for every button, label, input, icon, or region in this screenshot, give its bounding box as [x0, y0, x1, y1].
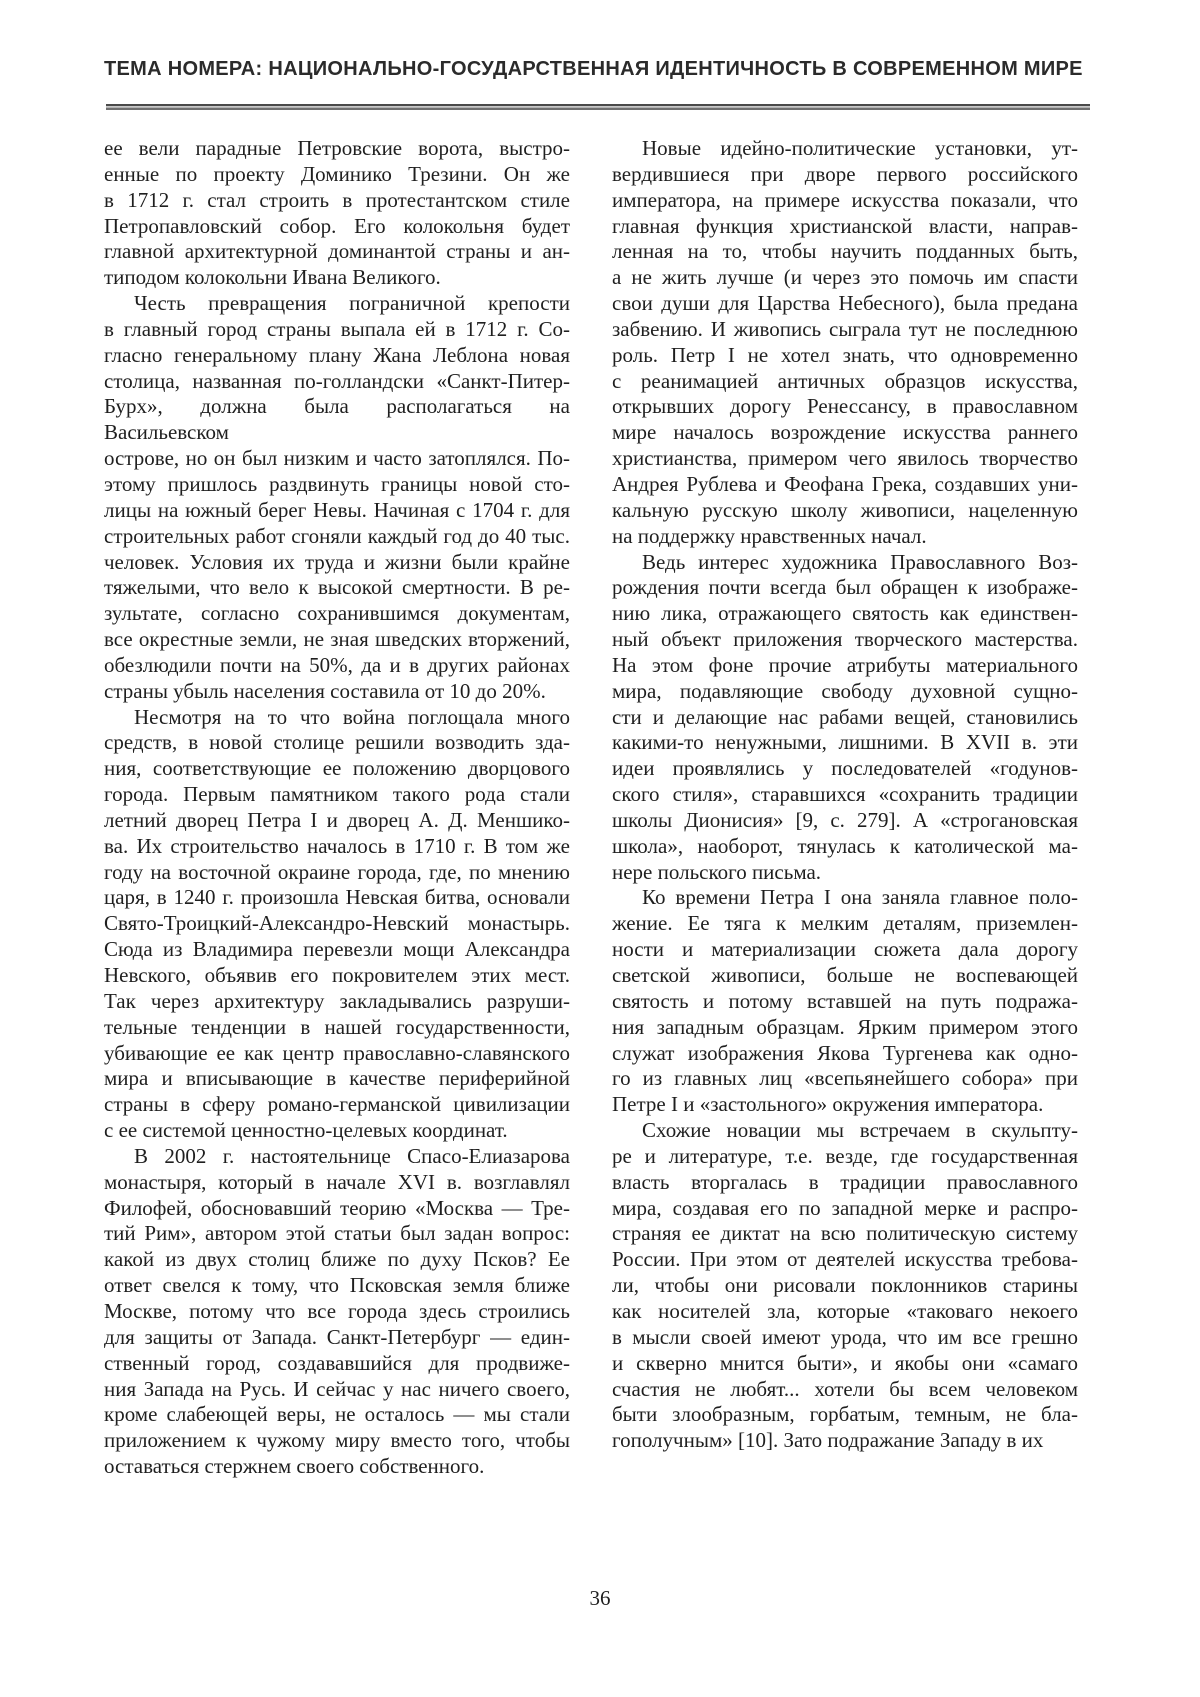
text-line: города. Первым памятником такого рода стали [104, 782, 570, 807]
text-line: зультате, согласно сохранившимся документам, [104, 601, 570, 626]
text-line: Филофей, обосновавший теорию «Москва — Тре- [104, 1195, 570, 1220]
text-line: Москве, потому что все города здесь строились [104, 1298, 570, 1323]
text-line: с реанимацией античных образцов искусства, [612, 368, 1078, 393]
paragraph [104, 705, 570, 1144]
text-line: Ко времени Петра I она заняла главное поло- [642, 885, 1078, 910]
paragraph [612, 136, 1078, 550]
text-line: открывших дорогу Ренессансу, в православном [612, 394, 1078, 419]
text-line: страны в сферу романо-германской цивилизации [104, 1092, 570, 1117]
text-line: Новые идейно-политические установки, ут- [642, 136, 1078, 160]
text-line: на поддержку нравственных начал. [612, 523, 927, 548]
text-line: обезлюдили почти на 50%, да и в других районах [104, 652, 570, 677]
text-line: России. При этом от деятелей искусства требова- [612, 1247, 1078, 1272]
text-line: школы Дионисия» [9, с. 279]. А «строгановская [612, 807, 1078, 832]
text-line: Невского, объявив его покровителем этих мест. [104, 963, 570, 987]
text-line: главной архитектурной доминантой страны и ан- [104, 239, 570, 264]
text-line: ли, чтобы они рисовали поклонников старины [612, 1273, 1078, 1298]
text-line: Свято-Троицкий-Александро-Невский монастырь. [104, 911, 570, 936]
text-line: жение. Ее тяга к мелким деталям, приземлен- [612, 911, 1078, 936]
text-line: ности и материализации сюжета дала дорогу [612, 937, 1078, 962]
text-line: тельные тенденции в нашей государственности, [104, 1014, 570, 1039]
text-line: какими-то ненужными, лишними. В XVII в. эти [612, 730, 1078, 755]
text-line: средств, в новой столице решили возводить зда- [104, 730, 570, 755]
running-head-title: ТЕМА НОМЕРА: НАЦИОНАЛЬНО-ГОСУДАРСТВЕННАЯ ИДЕНТИЧНОСТЬ В СОВРЕМЕННОМ МИРЕ [104, 58, 1083, 80]
text-line: человек. Условия их труда и жизни были крайне [104, 549, 570, 574]
text-line: вердившиеся при дворе первого российского [612, 161, 1078, 186]
text-line: тяжелыми, что вело к высокой смертности. В ре- [104, 575, 570, 600]
text-line: Петропавловский собор. Его колокольня будет [104, 213, 570, 238]
text-line: в мысли своей имеют урода, что им все грешно [612, 1324, 1078, 1349]
text-line: быти злообразным, горбатым, темным, не бла- [612, 1402, 1078, 1427]
paragraph [104, 291, 570, 705]
text-line: святость и потому вставшей на путь подража- [612, 988, 1078, 1013]
text-line: ния Запада на Русь. И сейчас у нас ничего своего, [104, 1376, 570, 1401]
text-line: ее вели парадные Петровские ворота, выстро- [104, 136, 570, 160]
text-line: Несмотря на то что война поглощала много [134, 704, 570, 729]
text-line: Так через архитектуру закладывались разруши- [104, 988, 570, 1013]
text-line: и скверно мнится быти», и якобы они «самаго [612, 1350, 1078, 1375]
paragraph [612, 550, 1078, 886]
text-line: главная функция христианской власти, направ- [612, 213, 1078, 238]
text-line: приложением к чужому миру вместо того, чтобы [104, 1428, 570, 1453]
text-line: христианства, примером чего явилось творчество [612, 446, 1078, 471]
text-line: гополучным» [10]. Зато подражание Западу в их [612, 1428, 1044, 1453]
left-text-column [104, 136, 570, 1480]
text-line: все окрестные земли, не зная шведских вторжений, [104, 627, 570, 652]
text-line: ный объект приложения творческого мастерства. [612, 627, 1078, 652]
text-line: императора, на примере искусства показали, что [612, 187, 1078, 212]
text-line: На этом фоне прочие атрибуты материального [612, 652, 1078, 677]
text-line: забвению. И живопись сыграла тут не последнюю [612, 316, 1078, 341]
text-line: ва. Их строительство началось в 1710 г. В том же [104, 833, 570, 858]
text-line: какой из двух столиц ближе по духу Псков? Ее [104, 1247, 570, 1272]
text-line: а не жить лучше (и через это помочь им спасти [612, 265, 1078, 290]
text-line: ленная на то, чтобы научить подданных быть, [612, 239, 1078, 264]
text-line: Схожие новации мы встречаем в скульпту- [642, 1118, 1078, 1143]
text-line: сти и делающие нас рабами вещей, становились [612, 704, 1078, 729]
text-line: Ведь интерес художника Православного Воз- [642, 549, 1078, 574]
text-line: в главный город страны выпала ей в 1712 г. Со- [104, 316, 570, 341]
text-line: монастыря, который в начале XVI в. возглавлял [104, 1169, 570, 1194]
text-line: царя, в 1240 г. произошла Невская битва, основали [104, 885, 570, 910]
text-line: свои души для Царства Небесного), была предана [612, 291, 1078, 316]
text-line: строительных работ сгоняли каждый год до 40 тыс. [104, 523, 570, 548]
text-line: кроме слабеющей веры, не осталось — мы стали [104, 1402, 570, 1427]
paragraph [612, 1118, 1078, 1454]
header-divider-rule [106, 104, 1090, 110]
text-line: нере польского письма. [612, 859, 822, 884]
text-line: В 2002 г. настоятельнице Спасо-Елиазарова [134, 1143, 570, 1168]
text-line: в 1712 г. стал строить в протестантском стиле [104, 187, 570, 212]
page-number: 36 [589, 1586, 611, 1610]
right-text-column [612, 136, 1078, 1480]
text-line: Андрея Рублева и Феофана Грека, создавших уни- [612, 471, 1078, 496]
two-column-text-block [104, 136, 1078, 1480]
text-line: столица, названная по-голландски «Санкт-Питер- [104, 368, 570, 393]
text-line: острове, но он был низким и часто затоплялся. По- [104, 446, 570, 471]
text-line: идеи проявлялись у последователей «годунов- [612, 756, 1078, 781]
text-line: мира, создавая его по западной мерке и распро- [612, 1195, 1078, 1220]
text-line: оставаться стержнем своего собственного. [104, 1454, 485, 1479]
text-line: светской живописи, больше не воспевающей [612, 963, 1078, 987]
text-line: счастия не любят... хотели бы всем человеком [612, 1376, 1078, 1401]
text-line: служат изображения Якова Тургенева как одно- [612, 1040, 1078, 1065]
text-line: рождения почти всегда был обращен к изображе- [612, 575, 1078, 600]
text-line: ре и литературе, т.е. везде, где государственная [612, 1143, 1078, 1168]
paragraph [104, 1144, 570, 1480]
text-line: роль. Петр I не хотел знать, что одновременно [612, 342, 1078, 367]
text-line: власть вторгалась в традиции православного [612, 1169, 1078, 1194]
text-line: этому пришлось раздвинуть границы новой сто- [104, 471, 570, 496]
text-line: Честь превращения пограничной крепости [134, 291, 570, 316]
text-line: кальную русскую школу живописи, нацеленную [612, 497, 1078, 522]
text-line: ответ свелся к тому, что Псковская земля ближе [104, 1273, 570, 1298]
text-line: мире началось возрождение искусства раннего [612, 420, 1078, 445]
text-line: го из главных лиц «всепьянейшего собора» при [612, 1066, 1078, 1091]
text-line: школа», наоборот, тянулась к католической ма- [612, 833, 1078, 858]
text-line: тий Рим», автором этой статьи был задан вопрос: [104, 1221, 570, 1246]
text-line: мира и вписывающие в качестве периферийной [104, 1066, 570, 1091]
paragraph [104, 136, 570, 291]
text-line: ния, соответствующие ее положению дворцового [104, 756, 570, 781]
text-line: страны убыль населения составила от 10 до 20%. [104, 678, 546, 703]
text-line: енные по проекту Доминико Трезини. Он же [104, 161, 570, 186]
text-line: Петре I и «застольного» окружения императора. [612, 1092, 1044, 1117]
text-line: лицы на южный берег Невы. Начиная с 1704 г. для [104, 497, 570, 522]
text-line: году на восточной окраине города, где, по мнению [104, 859, 570, 884]
text-line: типодом колокольни Ивана Великого. [104, 265, 441, 290]
paragraph [612, 885, 1078, 1118]
text-line: как носителей зла, которые «таковаго некоего [612, 1298, 1078, 1323]
text-line: летний дворец Петра I и дворец А. Д. Меншико- [104, 807, 570, 832]
text-line: мира, подавляющие свободу духовной сущно- [612, 678, 1078, 703]
text-line: убивающие ее как центр православно-славянского [104, 1040, 570, 1065]
text-line: гласно генеральному плану Жана Леблона новая [104, 342, 570, 367]
text-line: ского стиля», старавшихся «сохранить традиции [612, 782, 1078, 807]
text-line: для защиты от Запада. Санкт-Петербург — един- [104, 1324, 570, 1349]
text-line: с ее системой ценностно-целевых координат. [104, 1118, 508, 1143]
text-line: Сюда из Владимира перевезли мощи Александра [104, 937, 570, 962]
text-line: ственный город, создававшийся для продвиже- [104, 1350, 570, 1375]
text-line: Бурх», должна была располагаться на Васильевском [104, 394, 570, 445]
text-line: страняя ее диктат на всю политическую систему [612, 1221, 1078, 1246]
text-line: ния западным образцам. Ярким примером этого [612, 1014, 1078, 1039]
text-line: нию лика, отражающего святость как единствен- [612, 601, 1078, 626]
